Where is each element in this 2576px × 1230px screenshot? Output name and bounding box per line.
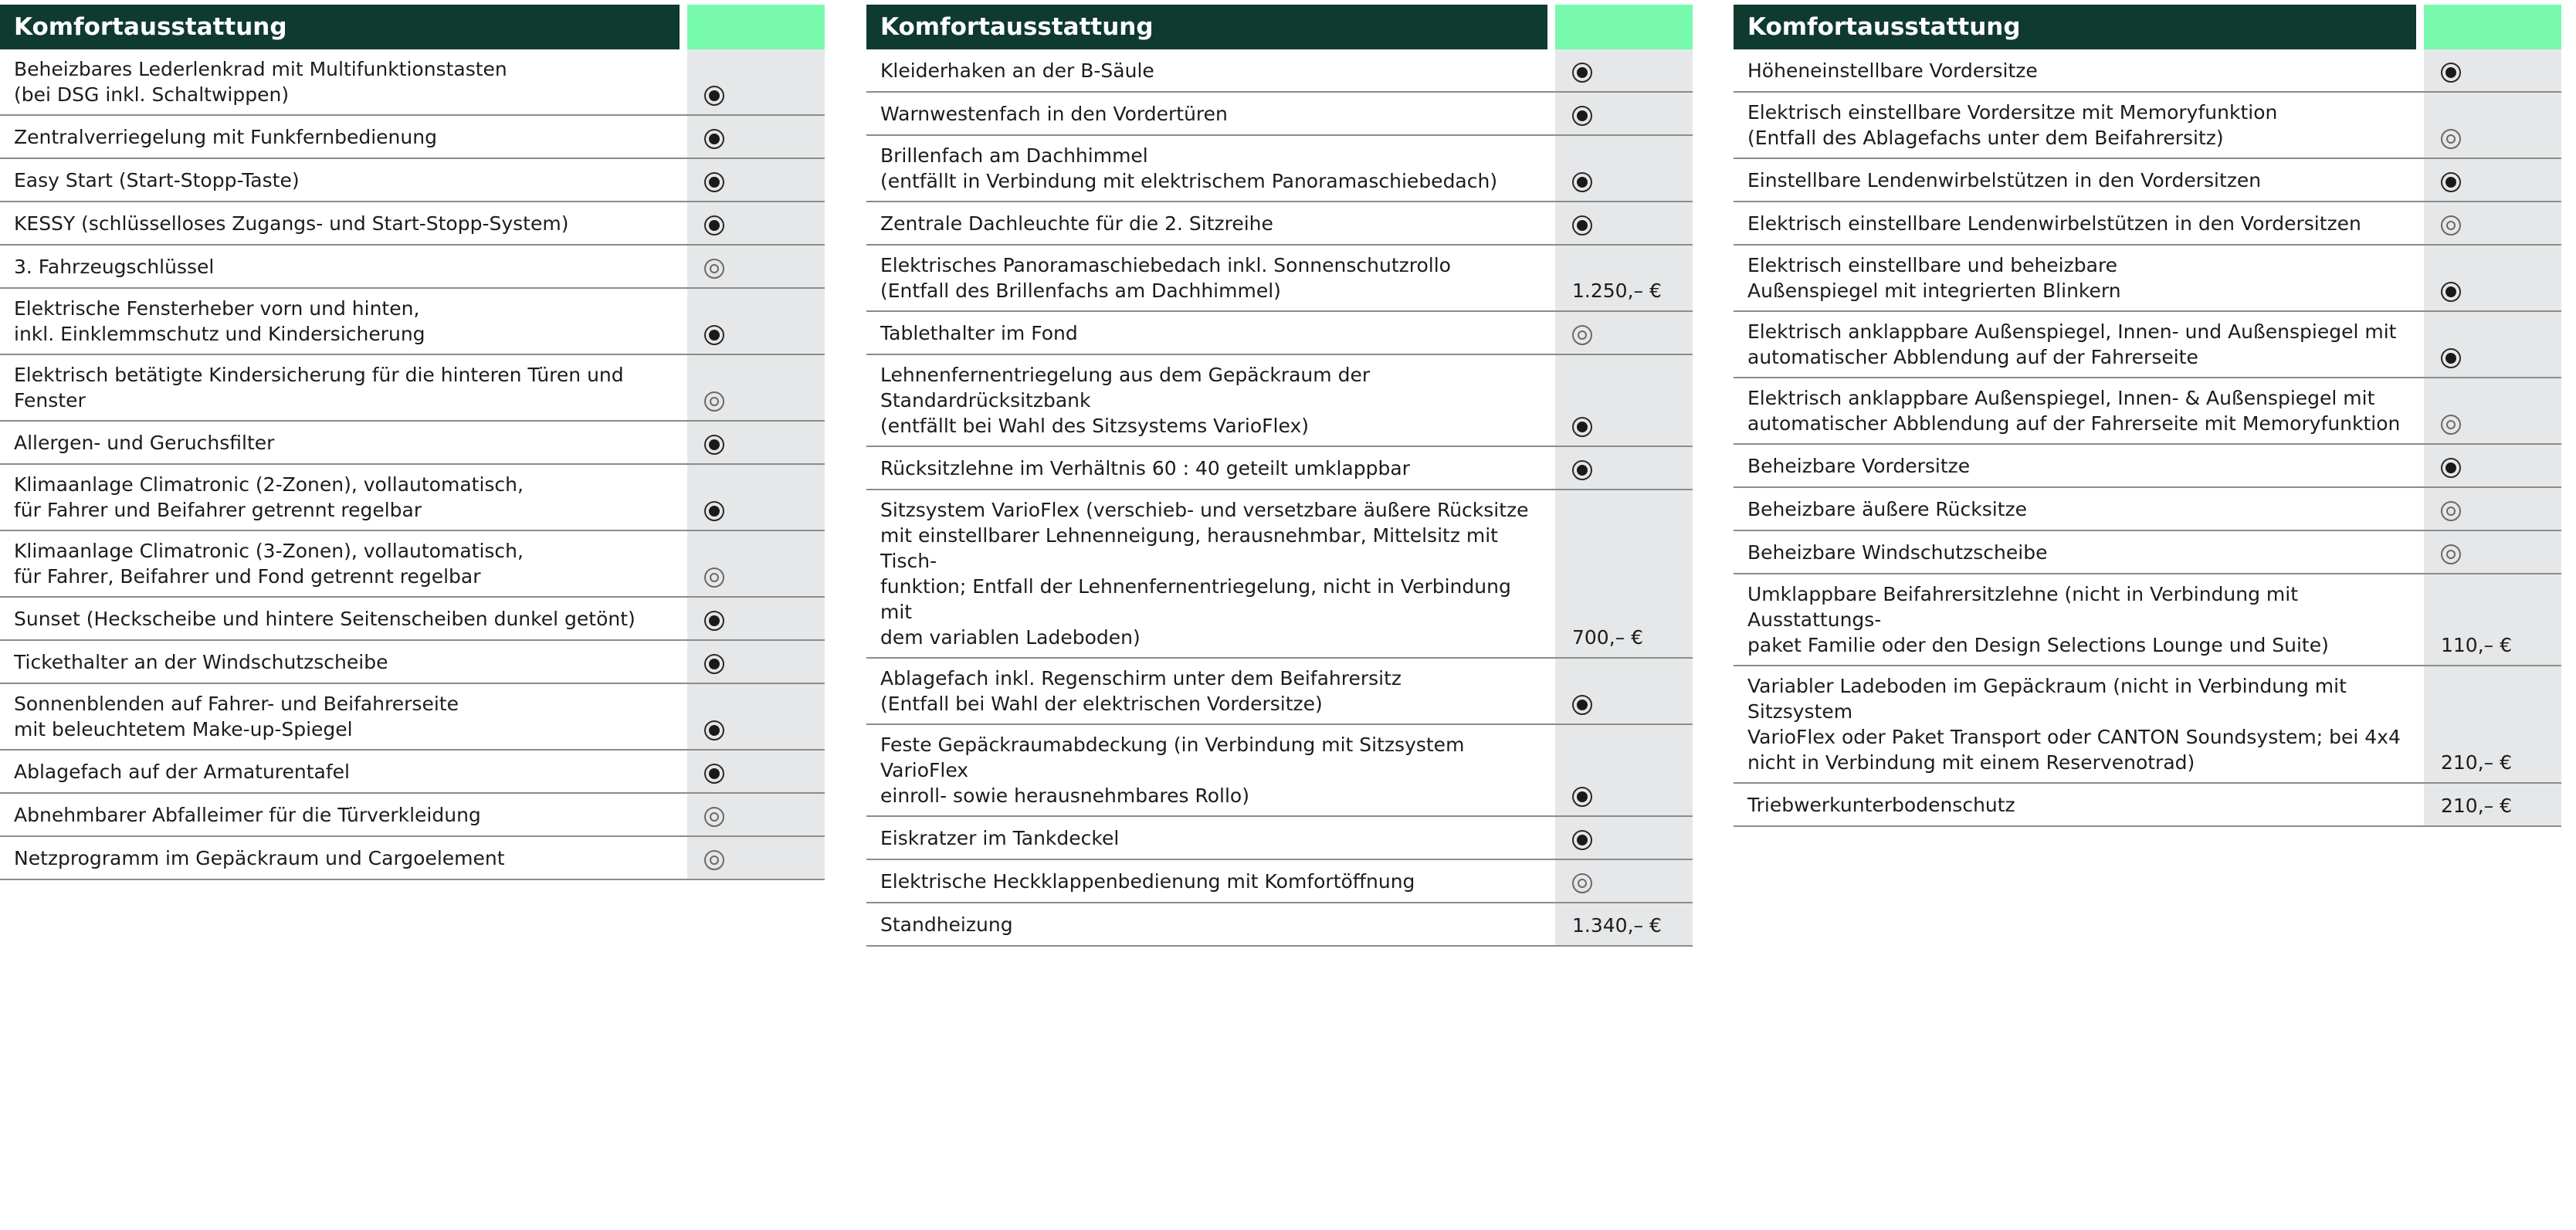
price-value: 210,– € xyxy=(2441,795,2513,817)
table-row xyxy=(1734,312,2561,378)
column-title: Komfortausstattung xyxy=(0,5,680,49)
double-circle-icon xyxy=(704,850,724,870)
table-row xyxy=(866,49,1693,93)
availability-cell xyxy=(687,355,825,420)
feature-label: Feste Gepäckraumabdeckung (in Verbindung mit Sitzsystem VarioFlex einroll- sowie herausnehmbares Rollo) xyxy=(880,734,1465,807)
double-circle-icon xyxy=(704,807,724,827)
availability-cell xyxy=(1555,817,1693,859)
feature-label: Beheizbare Windschutzscheibe xyxy=(1747,540,2048,564)
availability-cell xyxy=(2424,574,2561,665)
table-row xyxy=(0,531,825,598)
availability-cell xyxy=(1555,246,1693,310)
filled-circle-icon xyxy=(2441,63,2461,83)
feature-label: Sonnenblenden auf Fahrer- und Beifahrerseite mit beleuchtetem Make-up-Spiegel xyxy=(14,693,459,740)
table-row xyxy=(1734,488,2561,531)
filled-circle-icon xyxy=(1572,460,1592,480)
price-value: 210,– € xyxy=(2441,751,2513,774)
availability-cell xyxy=(1555,355,1693,446)
feature-label: Elektrisch einstellbare Lendenwirbelstützen in den Vordersitzen xyxy=(1747,212,2361,235)
header-accent-cell xyxy=(687,5,825,49)
availability-cell xyxy=(1555,202,1693,244)
table-row xyxy=(866,447,1693,490)
double-circle-icon xyxy=(2441,215,2461,235)
availability-cell xyxy=(687,531,825,596)
feature-label: Sitzsystem VarioFlex (verschieb- und versetzbare äußere Rücksitze mit einstellbarer Lehnenneigung, herausnehmbar, Mittelsitz mit Tisch- funktion; Entfall der Lehnenfernentriegelung, nicht in Verbindung mit dem variablen Ladeboden) xyxy=(880,499,1529,649)
table-row xyxy=(1734,574,2561,666)
table-row xyxy=(866,202,1693,246)
availability-cell xyxy=(1555,490,1693,657)
double-circle-icon xyxy=(2441,129,2461,149)
availability-cell xyxy=(687,794,825,835)
availability-cell xyxy=(2424,666,2561,782)
feature-label: Klimaanlage Climatronic (3-Zonen), vollautomatisch, für Fahrer, Beifahrer und Fond getrennt regelbar xyxy=(14,540,524,588)
double-circle-icon xyxy=(704,568,724,588)
feature-label: Elektrische Heckklappenbedienung mit Komfortöffnung xyxy=(880,869,1415,893)
availability-cell xyxy=(1555,136,1693,201)
feature-label: Beheizbares Lederlenkrad mit Multifunktionstasten (bei DSG inkl. Schaltwippen) xyxy=(14,58,507,106)
double-circle-icon xyxy=(2441,501,2461,521)
table-row xyxy=(1734,202,2561,246)
table-row xyxy=(1734,93,2561,159)
table-row xyxy=(0,751,825,794)
availability-cell xyxy=(687,202,825,244)
column-2 xyxy=(866,5,1693,947)
table-row xyxy=(1734,784,2561,827)
availability-cell xyxy=(2424,159,2561,201)
column-1 xyxy=(0,5,825,880)
column-header xyxy=(0,5,825,49)
row-list xyxy=(1734,49,2561,827)
filled-circle-icon xyxy=(704,654,724,674)
feature-label: Tablethalter im Fond xyxy=(880,321,1078,344)
feature-label: Allergen- und Geruchsfilter xyxy=(14,431,275,454)
price-value: 700,– € xyxy=(1572,626,1644,649)
availability-cell xyxy=(1555,49,1693,91)
feature-label: Standheizung xyxy=(880,913,1013,936)
double-circle-icon xyxy=(704,259,724,279)
feature-label: Beheizbare äußere Rücksitze xyxy=(1747,497,2028,520)
feature-label: Klimaanlage Climatronic (2-Zonen), vollautomatisch, für Fahrer und Beifahrer getrennt regelbar xyxy=(14,473,524,521)
filled-circle-icon xyxy=(1572,106,1592,126)
filled-circle-icon xyxy=(704,172,724,192)
feature-label: Kleiderhaken an der B-Säule xyxy=(880,59,1154,82)
table-row xyxy=(0,289,825,355)
feature-label: Zentrale Dachleuchte für die 2. Sitzreihe xyxy=(880,212,1273,235)
filled-circle-icon xyxy=(2441,458,2461,478)
availability-cell xyxy=(1555,659,1693,723)
availability-cell xyxy=(2424,49,2561,91)
availability-cell xyxy=(687,837,825,879)
availability-cell xyxy=(1555,903,1693,945)
table-row xyxy=(1734,445,2561,488)
table-row xyxy=(0,202,825,246)
feature-label: Triebwerkunterbodenschutz xyxy=(1747,793,2015,816)
feature-label: Variabler Ladeboden im Gepäckraum (nicht in Verbindung mit Sitzsystem VarioFlex oder Paket Transport oder CANTON Soundsystem; bei 4x4 nicht in Verbindung mit einem Reservenotrad) xyxy=(1747,675,2401,774)
filled-circle-icon xyxy=(1572,215,1592,235)
feature-label: Ablagefach inkl. Regenschirm unter dem Beifahrersitz (Entfall bei Wahl der elektrischen Vordersitze) xyxy=(880,667,1402,715)
table-row xyxy=(0,49,825,116)
filled-circle-icon xyxy=(1572,417,1592,437)
filled-circle-icon xyxy=(1572,172,1592,192)
column-title: Komfortausstattung xyxy=(866,5,1547,49)
availability-cell xyxy=(1555,312,1693,354)
filled-circle-icon xyxy=(2441,282,2461,302)
header-accent-cell xyxy=(1555,5,1693,49)
double-circle-icon xyxy=(1572,873,1592,893)
filled-circle-icon xyxy=(2441,172,2461,192)
column-header xyxy=(866,5,1693,49)
filled-circle-icon xyxy=(704,501,724,521)
feature-label: Ablagefach auf der Armaturentafel xyxy=(14,760,350,783)
table-row xyxy=(0,422,825,465)
table-row xyxy=(0,116,825,159)
table-row xyxy=(866,860,1693,903)
availability-cell xyxy=(687,422,825,463)
table-row xyxy=(866,725,1693,817)
availability-cell xyxy=(2424,312,2561,377)
table-row xyxy=(866,93,1693,136)
availability-cell xyxy=(687,684,825,749)
table-row xyxy=(1734,246,2561,312)
feature-label: Elektrisch anklappbare Außenspiegel, Innen- & Außenspiegel mit automatischer Abblendung auf der Fahrerseite mit Memoryfunktion xyxy=(1747,387,2401,435)
table-row xyxy=(0,794,825,837)
table-row xyxy=(866,817,1693,860)
row-list xyxy=(0,49,825,880)
feature-label: Elektrisches Panoramaschiebedach inkl. Sonnenschutzrollo (Entfall des Brillenfachs am Dachhimmel) xyxy=(880,254,1451,302)
feature-label: Brillenfach am Dachhimmel (entfällt in Verbindung mit elektrischem Panoramaschiebedach) xyxy=(880,144,1498,192)
table-row xyxy=(0,246,825,289)
table-row xyxy=(0,598,825,641)
feature-label: Netzprogramm im Gepäckraum und Cargoelement xyxy=(14,846,505,869)
feature-label: Eiskratzer im Tankdeckel xyxy=(880,826,1120,849)
filled-circle-icon xyxy=(704,129,724,149)
availability-cell xyxy=(687,49,825,114)
availability-cell xyxy=(2424,378,2561,443)
filled-circle-icon xyxy=(704,720,724,740)
table-row xyxy=(866,659,1693,725)
table-row xyxy=(1734,159,2561,202)
availability-cell xyxy=(687,598,825,639)
double-circle-icon xyxy=(2441,415,2461,435)
filled-circle-icon xyxy=(2441,348,2461,368)
table-row xyxy=(1734,531,2561,574)
availability-cell xyxy=(687,116,825,158)
availability-cell xyxy=(687,246,825,287)
column-title: Komfortausstattung xyxy=(1734,5,2416,49)
table-row xyxy=(0,684,825,751)
table-row xyxy=(866,136,1693,202)
feature-label: Easy Start (Start-Stopp-Taste) xyxy=(14,168,300,191)
table-row xyxy=(866,490,1693,659)
header-accent-cell xyxy=(2424,5,2561,49)
availability-cell xyxy=(2424,246,2561,310)
filled-circle-icon xyxy=(704,325,724,345)
availability-cell xyxy=(1555,725,1693,815)
filled-circle-icon xyxy=(704,435,724,455)
feature-label: Elektrisch einstellbare und beheizbare Außenspiegel mit integrierten Blinkern xyxy=(1747,254,2121,302)
table-row xyxy=(0,465,825,531)
availability-cell xyxy=(1555,860,1693,902)
table-row xyxy=(1734,666,2561,784)
availability-cell xyxy=(1555,93,1693,134)
feature-label: Beheizbare Vordersitze xyxy=(1747,454,1971,477)
feature-label: KESSY (schlüsselloses Zugangs- und Start-Stopp-System) xyxy=(14,212,569,235)
filled-circle-icon xyxy=(704,86,724,106)
table-row xyxy=(866,312,1693,355)
filled-circle-icon xyxy=(1572,830,1592,850)
table-row xyxy=(0,355,825,422)
filled-circle-icon xyxy=(1572,63,1592,83)
table-row xyxy=(0,159,825,202)
feature-label: Abnehmbarer Abfalleimer für die Türverkleidung xyxy=(14,803,481,826)
feature-label: Sunset (Heckscheibe und hintere Seitenscheiben dunkel getönt) xyxy=(14,607,636,630)
feature-label: Elektrisch einstellbare Vordersitze mit Memoryfunktion (Entfall des Ablagefachs unter dem Beifahrersitz) xyxy=(1747,101,2278,149)
feature-label: Rücksitzlehne im Verhältnis 60 : 40 geteilt umklappbar xyxy=(880,456,1410,479)
filled-circle-icon xyxy=(1572,787,1592,807)
double-circle-icon xyxy=(2441,544,2461,564)
availability-cell xyxy=(687,159,825,201)
table-row xyxy=(0,641,825,684)
column-3 xyxy=(1734,5,2561,827)
double-circle-icon xyxy=(704,391,724,412)
availability-cell xyxy=(687,641,825,683)
price-value: 110,– € xyxy=(2441,634,2513,656)
availability-cell xyxy=(1555,447,1693,489)
feature-label: Höheneinstellbare Vordersitze xyxy=(1747,59,2038,82)
feature-label: Elektrisch anklappbare Außenspiegel, Innen- und Außenspiegel mit automatischer Abblendung auf der Fahrerseite xyxy=(1747,320,2397,368)
filled-circle-icon xyxy=(704,215,724,235)
availability-cell xyxy=(2424,93,2561,158)
table-row xyxy=(866,246,1693,312)
availability-cell xyxy=(2424,488,2561,530)
table-row xyxy=(866,903,1693,947)
table-row xyxy=(1734,49,2561,93)
availability-cell xyxy=(687,289,825,354)
row-list xyxy=(866,49,1693,947)
availability-cell xyxy=(2424,445,2561,486)
availability-cell xyxy=(687,465,825,530)
availability-cell xyxy=(2424,784,2561,825)
column-header xyxy=(1734,5,2561,49)
feature-label: Tickethalter an der Windschutzscheibe xyxy=(14,650,388,673)
filled-circle-icon xyxy=(704,764,724,784)
double-circle-icon xyxy=(1572,325,1592,345)
availability-cell xyxy=(2424,202,2561,244)
availability-cell xyxy=(2424,531,2561,573)
feature-label: Lehnenfernentriegelung aus dem Gepäckraum der Standardrücksitzbank (entfällt bei Wahl des Sitzsystems VarioFlex) xyxy=(880,364,1371,437)
feature-label: Elektrisch betätigte Kindersicherung für die hinteren Türen und Fenster xyxy=(14,364,624,412)
feature-label: Einstellbare Lendenwirbelstützen in den Vordersitzen xyxy=(1747,168,2262,191)
filled-circle-icon xyxy=(704,611,724,631)
availability-cell xyxy=(687,751,825,792)
price-value: 1.250,– € xyxy=(1572,280,1662,302)
feature-label: Elektrische Fensterheber vorn und hinten, inkl. Einklemmschutz und Kindersicherung xyxy=(14,297,425,345)
table-row xyxy=(1734,378,2561,445)
feature-label: Zentralverriegelung mit Funkfernbedienung xyxy=(14,125,437,148)
feature-label: Umklappbare Beifahrersitzlehne (nicht in Verbindung mit Ausstattungs- paket Familie oder den Design Selections Lounge und Suite) xyxy=(1747,583,2329,656)
table-row xyxy=(0,837,825,880)
feature-label: Warnwestenfach in den Vordertüren xyxy=(880,102,1228,125)
filled-circle-icon xyxy=(1572,695,1592,715)
feature-label: 3. Fahrzeugschlüssel xyxy=(14,255,215,278)
table-row xyxy=(866,355,1693,447)
price-value: 1.340,– € xyxy=(1572,914,1662,937)
